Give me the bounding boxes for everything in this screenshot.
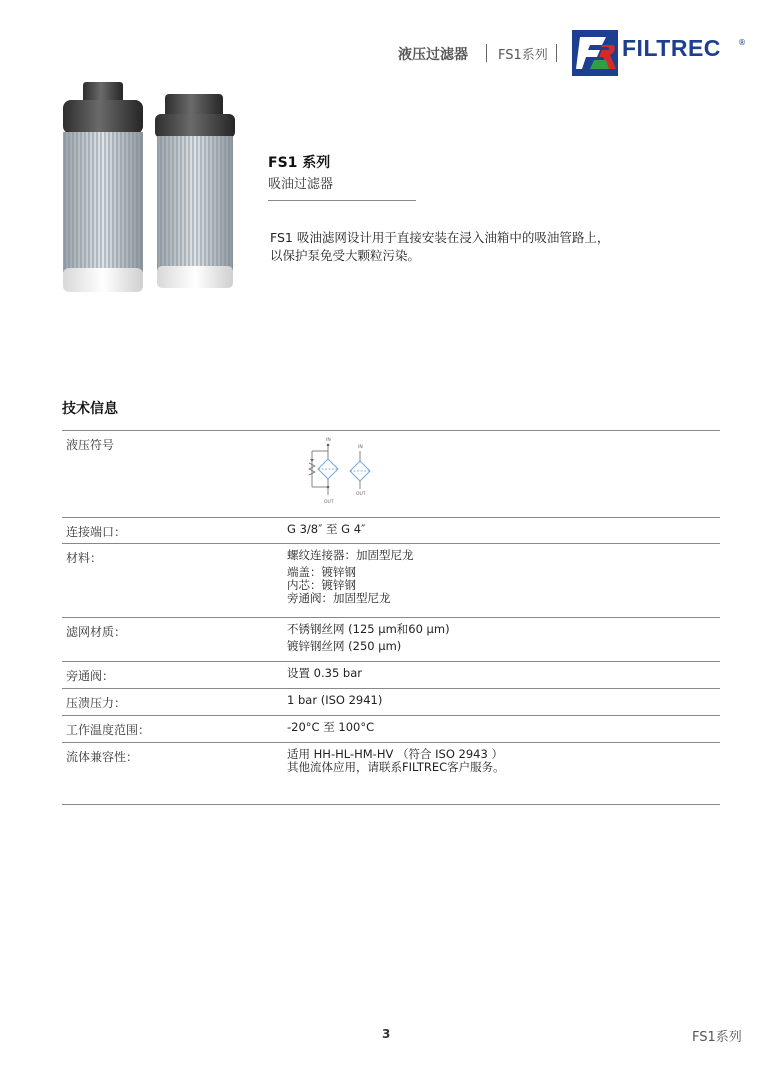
spec-row-collapse xyxy=(62,689,720,716)
spec-table xyxy=(62,430,720,805)
spec-value-line: G 3/8″ 至 G 4″ xyxy=(287,522,366,536)
title-divider xyxy=(268,200,416,201)
spec-row-bypass xyxy=(62,662,720,689)
filtrec-logo-icon xyxy=(572,30,618,76)
spec-value-line: 其他流体应用，请联系FILTREC客户服务。 xyxy=(287,760,505,774)
spec-value-line: 螺纹连接器：加固型尼龙 xyxy=(287,548,414,562)
header-category: 液压过滤器 xyxy=(398,47,468,63)
spec-value-line: 设置 0.35 bar xyxy=(287,666,362,680)
header-series: FS1系列 xyxy=(498,48,548,63)
series-title: FS1 系列 xyxy=(268,155,331,171)
spec-value xyxy=(287,523,365,536)
product-image xyxy=(55,82,245,300)
header-divider xyxy=(556,44,557,62)
spec-label: 压溃压力： xyxy=(66,696,127,710)
symbol-out-label: OUT xyxy=(324,500,334,505)
spec-label: 液压符号 xyxy=(66,438,115,452)
spec-value xyxy=(287,748,505,774)
series-subtitle: 吸油过滤器 xyxy=(268,177,334,192)
spec-label: 流体兼容性： xyxy=(66,750,139,764)
hydraulic-symbol-icon xyxy=(300,435,380,515)
spec-row-temperature xyxy=(62,716,720,743)
spec-value xyxy=(287,694,382,707)
spec-label: 旁通阀： xyxy=(66,669,115,683)
symbol-in-label: IN xyxy=(326,438,331,443)
spec-value xyxy=(287,549,414,605)
spec-label: 材料： xyxy=(66,551,103,565)
spec-row-materials xyxy=(62,544,720,618)
spec-row-fluid xyxy=(62,743,720,805)
spec-value-line: 旁通阀：加固型尼龙 xyxy=(287,591,391,605)
page-number: 3 xyxy=(382,1027,391,1041)
series-description xyxy=(270,229,670,265)
spec-value-line: 不锈钢丝网 (125 μm和60 μm) xyxy=(287,622,450,636)
spec-value-line: -20°C 至 100°C xyxy=(287,720,375,734)
spec-value xyxy=(287,623,450,653)
spec-value-line: 1 bar (ISO 2941) xyxy=(287,693,383,707)
spec-label: 连接端口： xyxy=(66,525,127,539)
spec-value-line: 端盖：镀锌钢 xyxy=(287,565,356,579)
spec-value-line: 内芯：镀锌钢 xyxy=(287,578,356,592)
description-line: 以保护泵免受大颗粒污染。 xyxy=(270,248,421,263)
spec-label: 滤网材质： xyxy=(66,625,127,639)
section-title: 技术信息 xyxy=(62,401,118,417)
spec-row-media xyxy=(62,618,720,662)
brand-wordmark: FILTREC xyxy=(622,35,721,61)
symbol-out-label: OUT xyxy=(356,492,366,497)
description-line: FS1 吸油滤网设计用于直接安装在浸入油箱中的吸油管路上， xyxy=(270,230,610,245)
spec-value xyxy=(287,667,362,680)
spec-value-line: 镀锌钢丝网 (250 μm) xyxy=(287,639,402,653)
spec-value-line: 适用 HH-HL-HM-HV （符合 ISO 2943 ） xyxy=(287,747,503,761)
spec-label: 工作温度范围： xyxy=(66,723,151,737)
registered-mark: ® xyxy=(738,38,746,47)
spec-row-hydraulic-symbol xyxy=(62,431,720,518)
footer-series: FS1系列 xyxy=(692,1030,742,1045)
spec-value xyxy=(287,721,374,734)
header-divider xyxy=(486,44,487,62)
spec-row-ports xyxy=(62,518,720,544)
symbol-in-label: IN xyxy=(358,445,363,450)
